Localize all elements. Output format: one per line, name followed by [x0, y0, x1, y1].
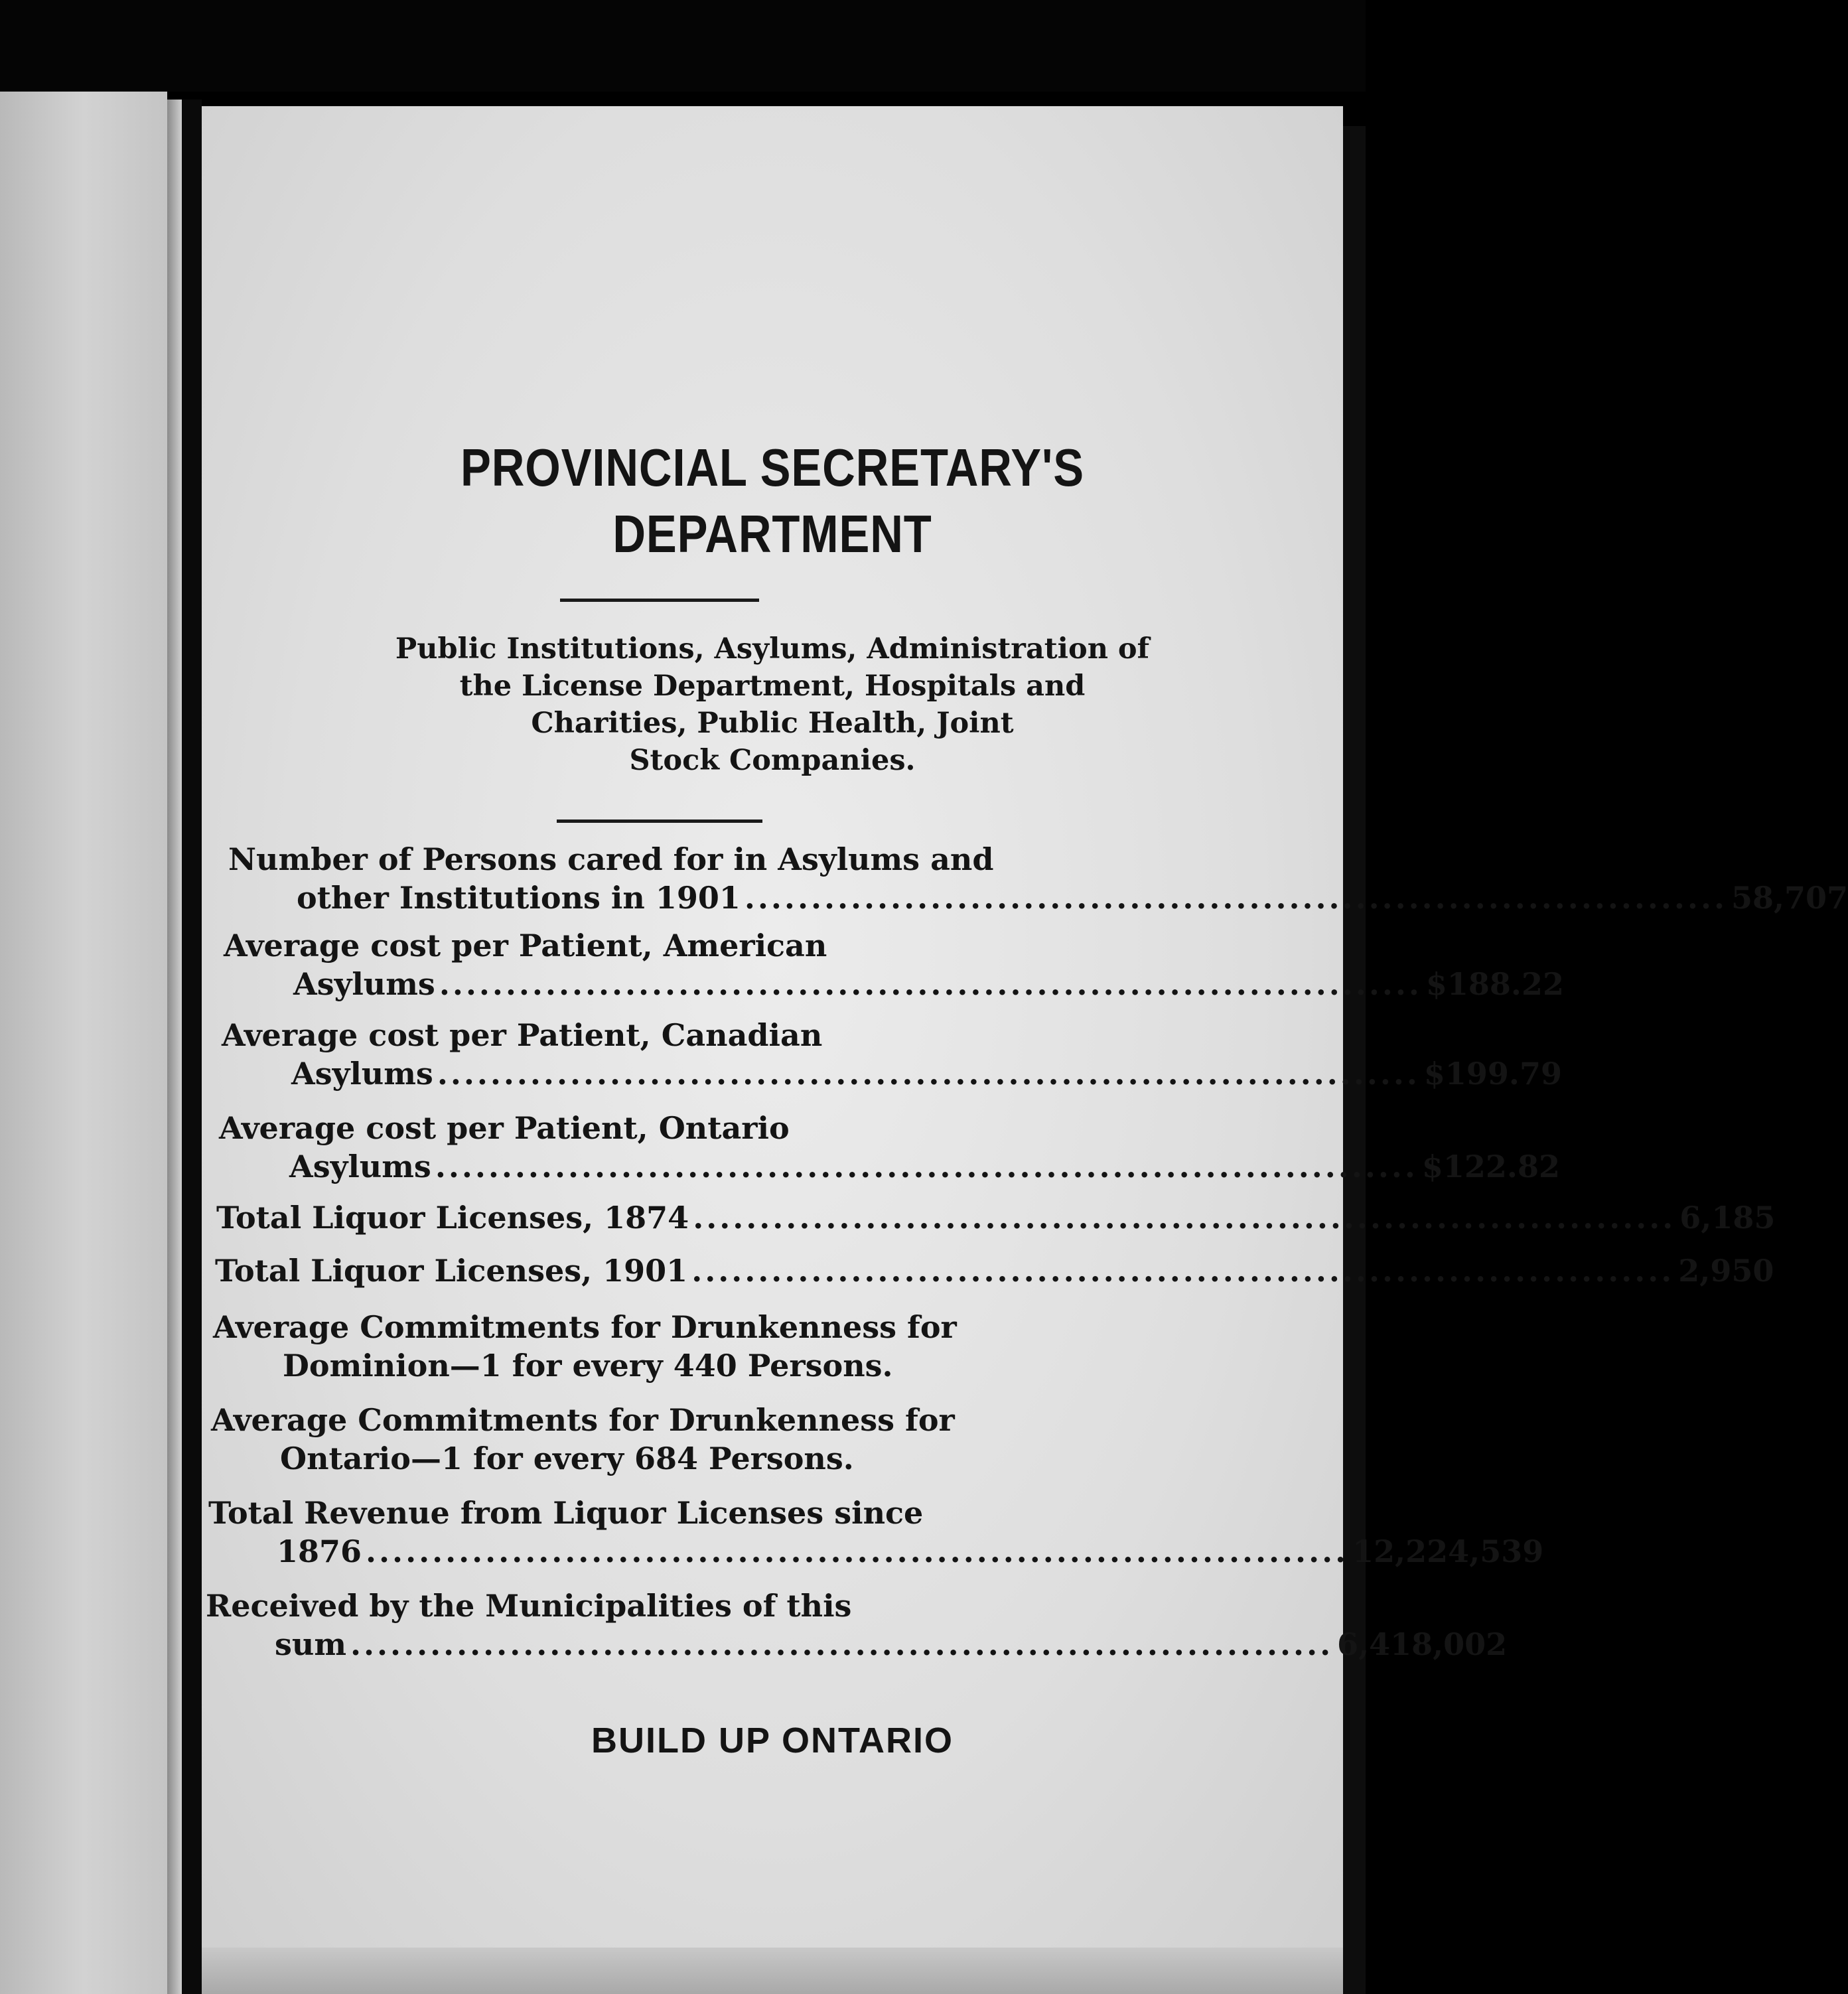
- stat-label: Number of Persons cared for in Asylums and: [228, 841, 994, 877]
- stat-line-2: [277, 1531, 1544, 1571]
- subtitle-line: the License Department, Hospitals and: [459, 670, 1086, 703]
- stat-value: 6,185: [1679, 1200, 1776, 1236]
- subtitle-line: Public Institutions, Asylums, Administration of: [395, 632, 1150, 666]
- stat-line: [216, 1198, 1776, 1238]
- stat-value: $122.82: [1421, 1149, 1560, 1184]
- stat-line-2: [275, 1624, 1508, 1664]
- adjacent-page-edge: [167, 100, 182, 1994]
- stat-label-cont: Dominion—1 for every 440 Persons.: [283, 1348, 893, 1384]
- stat-value: $188.22: [1425, 966, 1564, 1002]
- divider-rule-top: [560, 599, 759, 602]
- stat-line-2: [297, 878, 1848, 918]
- stat-label-cont: 1876: [277, 1533, 362, 1569]
- dot-leader: ..........................................................................: [366, 1533, 1349, 1569]
- stat-value: $199.79: [1423, 1056, 1562, 1092]
- stat-value: 2,950: [1678, 1253, 1774, 1289]
- stat-label-cont: sum: [275, 1626, 347, 1662]
- stat-line-2: [289, 1147, 1560, 1186]
- stat-label: Average cost per Patient, Canadian: [222, 1017, 823, 1053]
- stat-line-2: [291, 1054, 1562, 1094]
- stat-line: [215, 1251, 1774, 1291]
- stat-label-cont: Asylums: [289, 1149, 431, 1184]
- dot-leader: ..........................................................................: [439, 966, 1422, 1002]
- stat-value: 12,224,539: [1352, 1533, 1544, 1569]
- stat-label-cont: Asylums: [293, 966, 435, 1002]
- subtitle-block: [202, 630, 1343, 779]
- footer-slogan: BUILD UP ONTARIO: [591, 1721, 954, 1760]
- title-line-2: DEPARTMENT: [612, 504, 932, 563]
- stat-label: Received by the Municipalities of this: [206, 1588, 852, 1624]
- subtitle-line: Stock Companies.: [629, 744, 916, 777]
- subtitle-line: Charities, Public Health, Joint: [531, 707, 1014, 740]
- stat-value: 6,418,002: [1337, 1626, 1508, 1662]
- stat-label: Average cost per Patient, Ontario: [219, 1110, 790, 1146]
- title-line-1: PROVINCIAL SECRETARY'S: [460, 438, 1084, 497]
- dot-leader: ..........................................................................: [435, 1149, 1418, 1184]
- stat-label: Average Commitments for Drunkenness for: [211, 1402, 955, 1438]
- stat-label-cont: Ontario—1 for every 684 Persons.: [280, 1441, 854, 1476]
- dot-leader: ..........................................................................: [350, 1626, 1334, 1662]
- page-title: [281, 435, 1263, 567]
- stat-label: Total Liquor Licenses, 1901: [215, 1253, 688, 1289]
- divider-rule-bottom: [557, 819, 762, 823]
- dot-leader: ..........................................................................: [744, 880, 1727, 916]
- stat-line-2: [293, 964, 1564, 1004]
- dot-leader: ..........................................................................: [693, 1200, 1676, 1236]
- stat-label-cont: other Institutions in 1901: [297, 880, 741, 916]
- stat-label-cont: Asylums: [291, 1056, 433, 1092]
- stat-value: 58,707: [1731, 880, 1848, 916]
- stat-label: Average cost per Patient, American: [224, 928, 827, 963]
- book-spine: [182, 100, 202, 1994]
- dot-leader: ..........................................................................: [691, 1253, 1675, 1289]
- page-content: [202, 106, 1848, 1964]
- scan-top-border: [0, 0, 1366, 92]
- stat-label: Average Commitments for Drunkenness for: [213, 1309, 957, 1345]
- stat-label: Total Liquor Licenses, 1874: [216, 1200, 689, 1236]
- stat-label: Total Revenue from Liquor Licenses since: [208, 1495, 924, 1531]
- adjacent-page-strip: [0, 92, 167, 1994]
- dot-leader: ..........................................................................: [437, 1056, 1420, 1092]
